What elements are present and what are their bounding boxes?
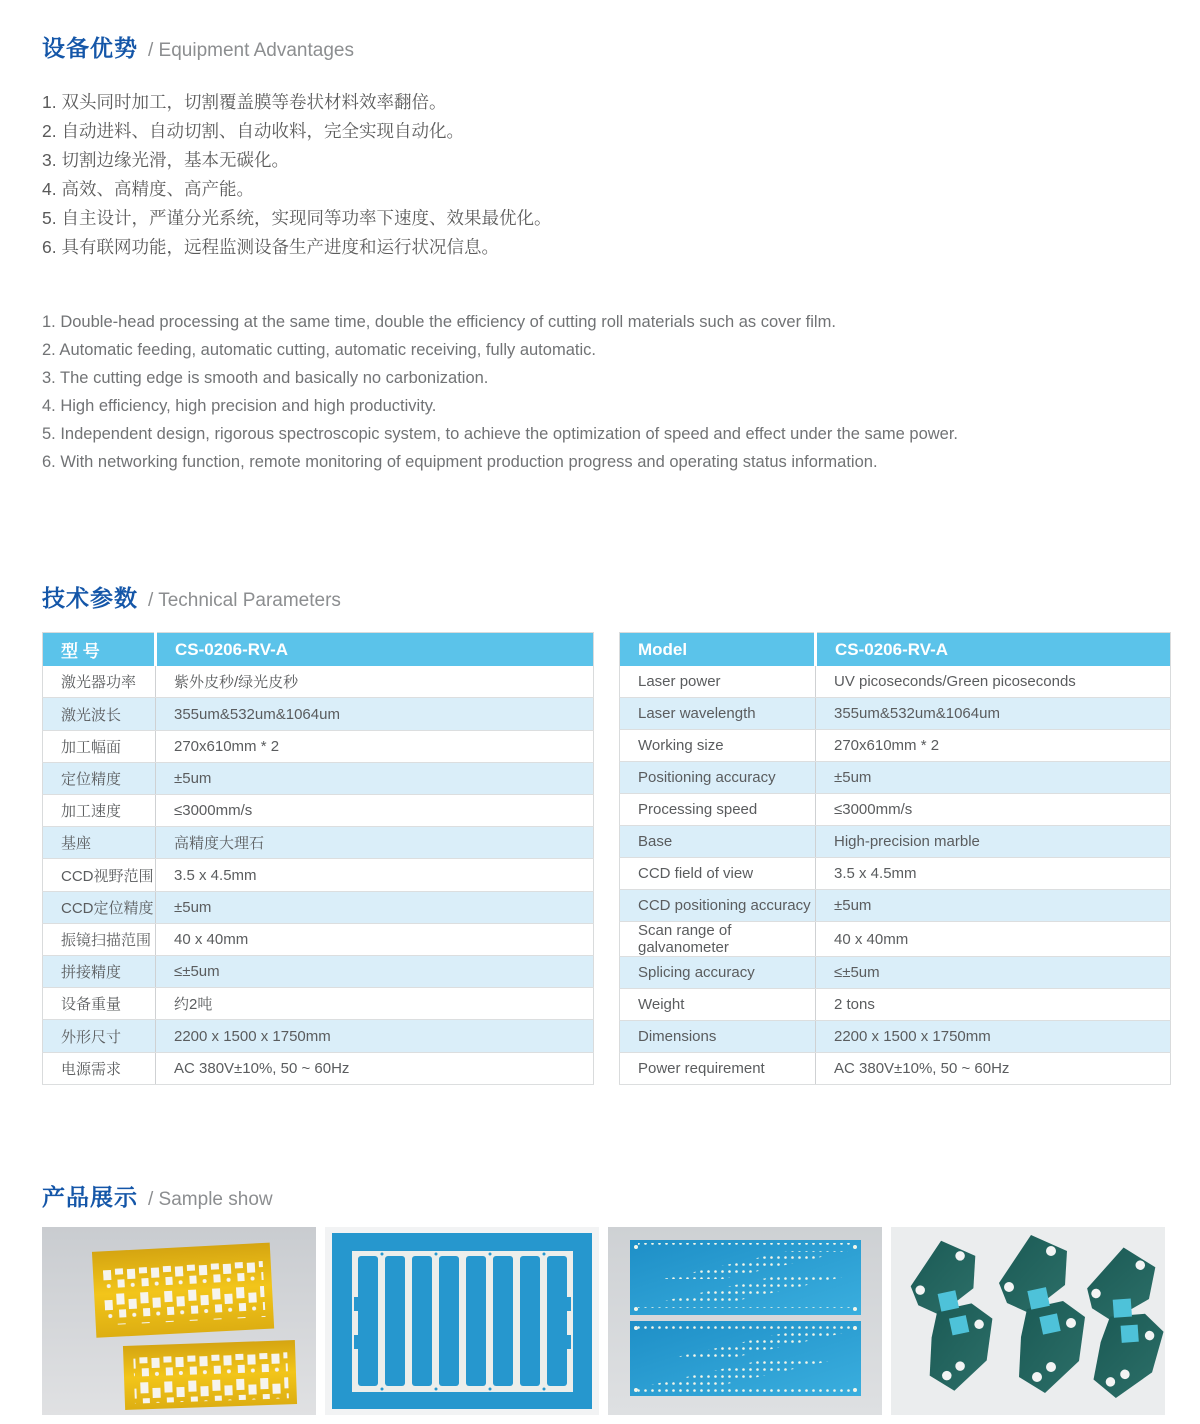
table-row xyxy=(43,1020,594,1052)
table-row xyxy=(620,1021,1171,1053)
advantages-title-en: / Equipment Advantages xyxy=(148,40,354,61)
model-value-zh: CS-0206-RV-A xyxy=(156,633,594,667)
table-header-row xyxy=(620,633,1171,667)
advantage-zh-item: 4. 高效、高精度、高产能。 xyxy=(42,179,254,199)
advantage-en-item: 1. Double-head processing at the same time, double the efficiency of cutting roll materials such as cover film. xyxy=(42,313,836,331)
teal-z-shaped-parts-photo xyxy=(891,1227,1165,1415)
table-row xyxy=(43,891,594,923)
param-value: ±5um xyxy=(156,762,594,794)
param-label: 电源需求 xyxy=(43,1052,156,1084)
advantages-list-zh xyxy=(42,88,1168,262)
param-label: Laser power xyxy=(620,666,816,698)
param-label: 定位精度 xyxy=(43,762,156,794)
param-value: 约2吨 xyxy=(156,988,594,1020)
param-value: ±5um xyxy=(156,891,594,923)
param-label: Weight xyxy=(620,989,816,1021)
parameters-title-en: / Technical Parameters xyxy=(148,590,341,611)
advantages-title-zh: 设备优势 xyxy=(42,35,138,61)
param-label: CCD positioning accuracy xyxy=(620,890,816,922)
param-value: AC 380V±10%, 50 ~ 60Hz xyxy=(156,1052,594,1084)
table-row xyxy=(43,698,594,730)
advantages-section-title xyxy=(42,30,1168,60)
param-label: 设备重量 xyxy=(43,988,156,1020)
param-label: 激光波长 xyxy=(43,698,156,730)
param-label: Scan range of galvanometer xyxy=(620,922,816,957)
parameter-tables xyxy=(42,632,1168,1085)
samples-section-title xyxy=(42,1179,1168,1209)
table-row xyxy=(620,666,1171,698)
param-value: 355um&532um&1064um xyxy=(156,698,594,730)
sample-image-row xyxy=(42,1227,1168,1415)
param-value: 355um&532um&1064um xyxy=(816,698,1171,730)
spec-table-zh xyxy=(42,632,594,1085)
param-value: ≤±5um xyxy=(156,956,594,988)
model-label-en: Model xyxy=(620,633,816,667)
param-value: 3.5 x 4.5mm xyxy=(156,859,594,891)
param-value: High-precision marble xyxy=(816,826,1171,858)
param-value: 40 x 40mm xyxy=(156,923,594,955)
advantage-zh-item: 6. 具有联网功能，远程监测设备生产进度和运行状况信息。 xyxy=(42,237,499,257)
param-value: ≤3000mm/s xyxy=(156,795,594,827)
advantage-en-item: 3. The cutting edge is smooth and basically no carbonization. xyxy=(42,369,489,387)
param-value: 270x610mm * 2 xyxy=(816,730,1171,762)
param-value: 270x610mm * 2 xyxy=(156,730,594,762)
parameters-section-title xyxy=(42,580,1168,610)
table-row xyxy=(620,890,1171,922)
table-row xyxy=(620,698,1171,730)
param-label: Processing speed xyxy=(620,794,816,826)
param-label: CCD field of view xyxy=(620,858,816,890)
param-value: ≤3000mm/s xyxy=(816,794,1171,826)
table-row xyxy=(43,988,594,1020)
param-value: 2200 x 1500 x 1750mm xyxy=(156,1020,594,1052)
param-label: Positioning accuracy xyxy=(620,762,816,794)
param-value: UV picoseconds/Green picoseconds xyxy=(816,666,1171,698)
advantage-en-item: 4. High efficiency, high precision and high productivity. xyxy=(42,397,437,415)
table-row xyxy=(620,762,1171,794)
advantage-zh-item: 5. 自主设计，严谨分光系统，实现同等功率下速度、效果最优化。 xyxy=(42,208,552,228)
parameters-title-zh: 技术参数 xyxy=(42,585,138,611)
samples-title-zh: 产品展示 xyxy=(42,1184,138,1210)
advantage-zh-item: 2. 自动进料、自动切割、自动收料，完全实现自动化。 xyxy=(42,121,464,141)
param-value: ±5um xyxy=(816,890,1171,922)
table-row xyxy=(620,957,1171,989)
param-label: 加工速度 xyxy=(43,795,156,827)
table-row xyxy=(620,989,1171,1021)
param-label: 加工幅面 xyxy=(43,730,156,762)
table-row xyxy=(620,922,1171,957)
model-label-zh: 型 号 xyxy=(43,633,156,667)
param-label: Power requirement xyxy=(620,1053,816,1085)
param-label: Base xyxy=(620,826,816,858)
param-label: CCD定位精度 xyxy=(43,891,156,923)
model-value-en: CS-0206-RV-A xyxy=(816,633,1171,667)
table-row xyxy=(620,794,1171,826)
advantages-list-en xyxy=(42,308,1168,476)
param-label: 外形尺寸 xyxy=(43,1020,156,1052)
advantage-en-item: 2. Automatic feeding, automatic cutting, automatic receiving, fully automatic. xyxy=(42,341,596,359)
param-value: ±5um xyxy=(816,762,1171,794)
param-label: 激光器功率 xyxy=(43,666,156,698)
spec-table-en xyxy=(619,632,1171,1085)
param-label: Splicing accuracy xyxy=(620,957,816,989)
table-row xyxy=(620,730,1171,762)
param-label: 振镜扫描范围 xyxy=(43,923,156,955)
param-value: 40 x 40mm xyxy=(816,922,1171,957)
param-value: AC 380V±10%, 50 ~ 60Hz xyxy=(816,1053,1171,1085)
table-row xyxy=(620,826,1171,858)
advantage-zh-item: 3. 切割边缘光滑，基本无碳化。 xyxy=(42,150,289,170)
table-row xyxy=(43,923,594,955)
param-label: 基座 xyxy=(43,827,156,859)
param-label: Working size xyxy=(620,730,816,762)
advantage-zh-item: 1. 双头同时加工，切割覆盖膜等卷状材料效率翻倍。 xyxy=(42,92,447,112)
param-value: 3.5 x 4.5mm xyxy=(816,858,1171,890)
samples-title-en: / Sample show xyxy=(148,1189,273,1210)
param-value: 2 tons xyxy=(816,989,1171,1021)
table-row xyxy=(43,762,594,794)
table-row xyxy=(620,858,1171,890)
param-label: 拼接精度 xyxy=(43,956,156,988)
advantage-en-item: 6. With networking function, remote monitoring of equipment production progress and operating status information. xyxy=(42,453,878,471)
table-row xyxy=(43,827,594,859)
param-label: Dimensions xyxy=(620,1021,816,1053)
param-value: ≤±5um xyxy=(816,957,1171,989)
param-label: CCD视野范围 xyxy=(43,859,156,891)
table-row xyxy=(43,859,594,891)
param-value: 紫外皮秒/绿光皮秒 xyxy=(156,666,594,698)
blue-sheet-slat-cutouts-photo xyxy=(325,1227,599,1415)
table-row xyxy=(620,1053,1171,1085)
param-value: 高精度大理石 xyxy=(156,827,594,859)
param-label: Laser wavelength xyxy=(620,698,816,730)
advantage-en-item: 5. Independent design, rigorous spectroscopic system, to achieve the optimization of speed and effect under the same power. xyxy=(42,425,958,443)
table-row xyxy=(43,1052,594,1084)
table-row xyxy=(43,795,594,827)
table-row xyxy=(43,956,594,988)
table-header-row xyxy=(43,633,594,667)
yellow-film-cut-strips-photo xyxy=(42,1227,316,1415)
param-value: 2200 x 1500 x 1750mm xyxy=(816,1021,1171,1053)
table-row xyxy=(43,666,594,698)
table-row xyxy=(43,730,594,762)
blue-panels-dot-array-photo xyxy=(608,1227,882,1415)
